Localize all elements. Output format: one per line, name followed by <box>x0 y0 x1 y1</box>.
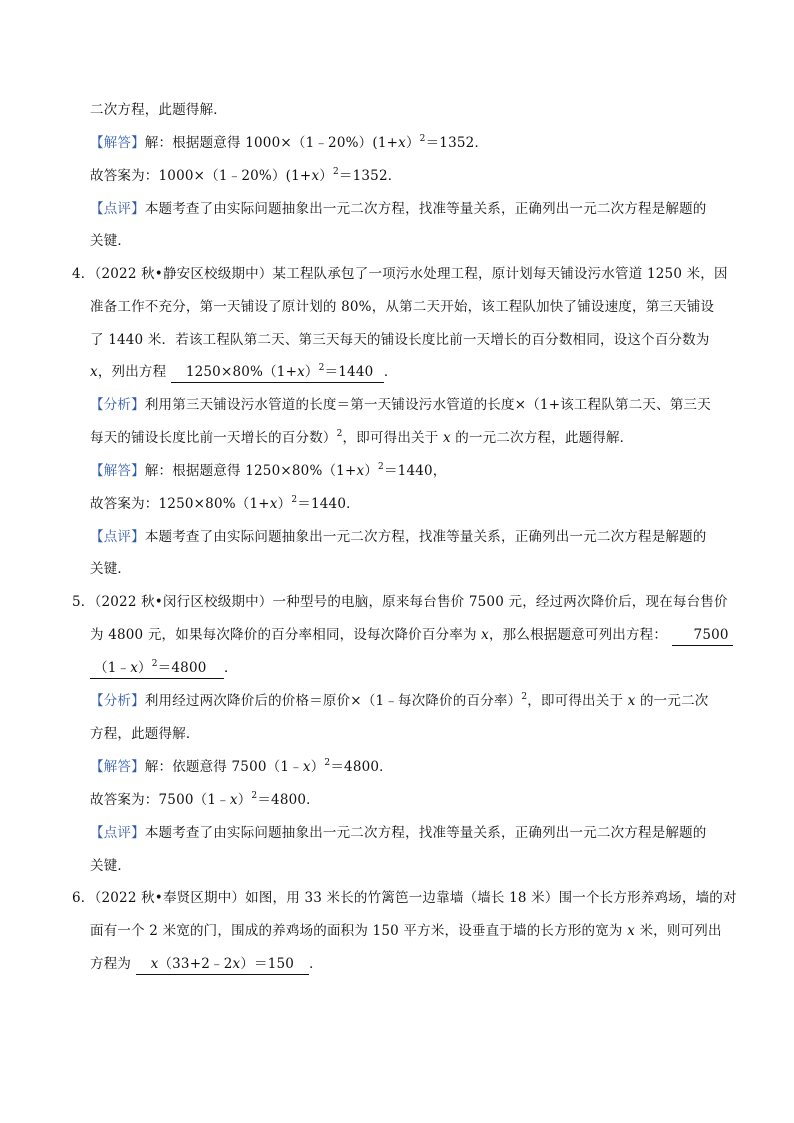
q5-answer <box>90 790 320 810</box>
text: 关键． <box>90 858 132 874</box>
text: 关键． <box>90 233 132 249</box>
variable: x <box>302 759 311 775</box>
text: ，即可得出关于 <box>527 693 628 709</box>
text: 故答案为：1000×（1﹣20%）(1+ <box>90 168 312 184</box>
q4-line-2 <box>90 297 714 317</box>
exponent: 2 <box>419 134 426 144</box>
answer-blank-part1: 7500 <box>672 625 733 646</box>
exponent: 2 <box>291 495 298 505</box>
answer-blank: x（33+2﹣2x）＝150 <box>136 954 309 975</box>
text: 面有一个 2 米宽的门，围成的养鸡场的面积为 150 平方米，设垂直于墙的长方形的宽为 <box>90 923 628 939</box>
answer-blank: $1250\times 80\%(1+x)^2=1440$ <box>171 362 384 383</box>
text: 每天的铺设长度比前一天增长的百分数） <box>90 430 337 446</box>
text: 方程，此题得解． <box>90 726 200 742</box>
text: （2022 秋•静安区校级期中）某工程队承包了一项污水处理工程，原计划每天铺设污水管道 1250 米，因 <box>94 266 728 282</box>
solution-tag: 【 解答 】 <box>90 759 145 775</box>
q5-comment <box>90 823 707 843</box>
q5-comment-cont <box>90 856 131 876</box>
text: 为 4800 元，如果每次降价的百分率相同，设每次降价百分率为 <box>90 627 482 643</box>
q4-answer <box>90 494 360 514</box>
text: ＝1352． <box>338 168 402 184</box>
q4-comment-cont <box>90 559 131 579</box>
text: ＝1352． <box>425 135 489 151</box>
exponent: 2 <box>336 429 343 439</box>
analysis-tag: 【 分析 】 <box>90 397 145 413</box>
q5-solution <box>90 757 393 777</box>
text: 方程为 <box>90 956 132 972</box>
text: ＝1440． <box>297 496 360 512</box>
text: ） <box>310 759 325 775</box>
text: 的一元二次方程，此题得解． <box>450 430 634 446</box>
text: 本题考查了由实际问题抽象出一元二次方程，找准等量关系，正确列出一元二次方程是解题的 <box>144 529 707 545</box>
text: ，列出方程 <box>97 364 167 380</box>
q3-comment <box>90 199 707 219</box>
text: 关键． <box>90 561 132 577</box>
q6-line-1 <box>72 888 737 908</box>
variable: x <box>311 168 320 184</box>
solution-tag: 【 解答 】 <box>90 463 145 479</box>
text: ． <box>224 660 238 676</box>
exponent: 2 <box>521 692 528 702</box>
question-number: 4． <box>72 266 95 282</box>
text: 本题考查了由实际问题抽象出一元二次方程，找准等量关系，正确列出一元二次方程是解题的 <box>144 825 707 841</box>
text: ＝4800． <box>330 759 393 775</box>
q5-analysis-1 <box>90 691 708 711</box>
q5-analysis-2 <box>90 724 200 744</box>
text: （2022 秋•闵行区校级期中）一种型号的电脑，原来每台售价 7500 元，经过两次降价后，现在每台售价 <box>94 594 728 610</box>
solution-tag: 【 解答 】 <box>90 135 145 151</box>
answer-blank-part2: （1﹣x）$^2$＝4800 <box>90 658 224 679</box>
text-line <box>90 100 227 120</box>
question-number: 6． <box>72 890 95 906</box>
q4-comment <box>90 527 707 547</box>
analysis-tag: 【 分析 】 <box>90 693 145 709</box>
q4-solution <box>90 461 447 481</box>
q3-solution <box>90 133 488 153</box>
q5-line-3 <box>90 658 238 679</box>
text: 的一元二次 <box>635 693 709 709</box>
text: ） <box>237 792 252 808</box>
variable: x <box>442 430 451 446</box>
q5-line-1 <box>72 592 728 612</box>
text: ． <box>383 364 398 380</box>
q3-comment-cont <box>90 231 131 251</box>
exponent: 2 <box>378 462 384 472</box>
q6-line-3 <box>90 954 323 975</box>
q4-line-1 <box>72 264 728 284</box>
text: 解：根据题意得 1250×80%（1+ <box>144 463 357 479</box>
text: 二次方程，此题得解． <box>90 102 227 118</box>
text: ） <box>405 135 420 151</box>
text: ，那么根据题意可列出方程： <box>488 627 668 643</box>
variable: x <box>627 923 635 939</box>
q4-analysis-1 <box>90 395 711 415</box>
q4-line-3 <box>90 330 710 350</box>
text: ） <box>277 496 292 512</box>
q4-analysis-2 <box>90 428 633 448</box>
text: ． <box>309 956 323 972</box>
q3-answer <box>90 166 401 186</box>
text: 了 1440 米．若该工程队第二天、第三天每天的铺设长度比前一天增长的百分数相同，设这个百分数为 <box>90 332 710 348</box>
exponent: 2 <box>332 167 339 177</box>
question-number: 5． <box>72 594 95 610</box>
exponent: 2 <box>251 791 258 801</box>
comment-tag: 【 点评 】 <box>90 201 145 217</box>
variable: x <box>269 496 278 512</box>
q6-line-2 <box>90 921 722 941</box>
text: 利用第三天铺设污水管道的长度＝第一天铺设污水管道的长度×（1+该工程队第二天、第三天 <box>144 397 711 413</box>
variable: x <box>481 627 489 643</box>
text: （2022 秋•奉贤区期中）如图，用 33 米长的竹篱笆一边靠墙（墙长 18 米）围一个长方形养鸡场，墙的对 <box>94 890 737 906</box>
text: 本题考查了由实际问题抽象出一元二次方程，找准等量关系，正确列出一元二次方程是解题的 <box>144 201 707 217</box>
text: 解：依题意得 7500（1﹣ <box>144 759 303 775</box>
text: 利用经过两次降价后的价格＝原价×（1﹣每次降价的百分率） <box>144 693 522 709</box>
text: 解：根据题意得 1000×（1﹣20%）(1+ <box>144 135 399 151</box>
q5-line-2 <box>90 625 733 646</box>
exponent: 2 <box>324 758 331 768</box>
comment-tag: 【 点评 】 <box>90 529 145 545</box>
comment-tag: 【 点评 】 <box>90 825 145 841</box>
text: ） <box>319 168 333 184</box>
text: ） <box>364 463 379 479</box>
variable: x <box>90 364 98 380</box>
variable: x <box>398 135 406 151</box>
variable: x <box>627 693 636 709</box>
variable: x <box>356 463 365 479</box>
text: 故答案为：1250×80%（1+ <box>90 496 270 512</box>
text: ＝4800． <box>257 792 320 808</box>
variable: x <box>229 792 238 808</box>
text: 故答案为：7500（1﹣ <box>90 792 230 808</box>
q4-line-4 <box>90 362 398 383</box>
text: 米，则可列出 <box>634 923 722 939</box>
text: ＝1440， <box>383 463 447 479</box>
text: ，即可得出关于 <box>342 430 443 446</box>
text: 准备工作不充分，第一天铺设了原计划的 80%，从第二天开始，该工程队加快了铺设速度，第三天铺设 <box>90 299 715 315</box>
